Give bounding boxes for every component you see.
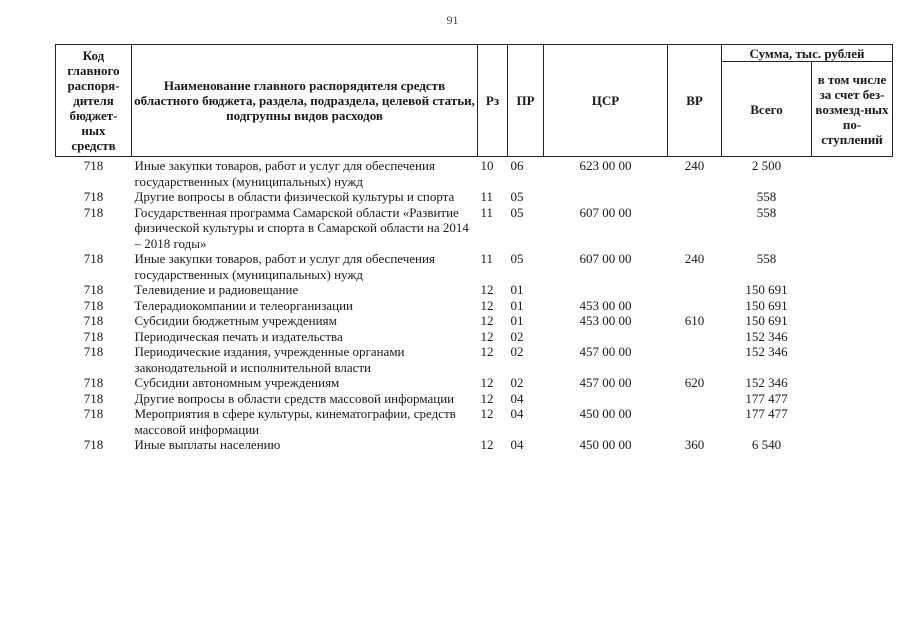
header-sum: Сумма, тыс. рублей: [722, 45, 893, 62]
table-body: [56, 157, 893, 453]
cell-free: [812, 251, 893, 282]
cell-pr: 05: [510, 251, 524, 266]
cell-total: 150 691: [745, 313, 788, 328]
header-total: Всего: [722, 62, 812, 157]
cell-code: 718: [83, 313, 104, 328]
page-number: 91: [446, 13, 459, 27]
cell-name: Государственная программа Самарской области «Развитие физической культуры и спорта в Самарской области на 2014 – 2018 годы»: [134, 204, 469, 251]
table-row: [56, 329, 893, 345]
table-row: [56, 282, 893, 298]
cell-free: [812, 329, 893, 345]
cell-name: Другие вопросы в области физической культуры и спорта: [134, 189, 455, 204]
cell-rz: 12: [480, 344, 494, 359]
table-row: [56, 298, 893, 314]
cell-vr: [668, 344, 722, 375]
cell-free: [812, 282, 893, 298]
table-row: [56, 157, 893, 190]
cell-code: 718: [83, 282, 104, 297]
cell-name: Телерадиокомпании и телеорганизации: [134, 297, 354, 313]
cell-pr: 04: [510, 390, 524, 406]
cell-csr: 453 00 00: [579, 297, 632, 313]
cell-total: 177 477: [745, 406, 788, 421]
cell-csr: 623 00 00: [579, 158, 632, 173]
table-row: [56, 344, 893, 375]
cell-vr: 610: [684, 313, 705, 328]
table-row: [56, 313, 893, 329]
cell-vr: [668, 205, 722, 252]
cell-vr: 240: [684, 158, 705, 173]
cell-pr: 01: [510, 313, 524, 328]
header-pr: ПР: [508, 45, 544, 157]
cell-total: 177 477: [745, 390, 788, 406]
cell-code: 718: [83, 158, 104, 173]
table-row: [56, 251, 893, 282]
cell-total: 6 540: [751, 437, 782, 452]
table-row: [56, 189, 893, 205]
cell-pr: 02: [510, 328, 524, 344]
cell-name: Иные закупки товаров, работ и услуг для обеспечения государственных (муниципальных) нужд: [134, 251, 435, 282]
cell-csr: 457 00 00: [579, 344, 632, 359]
cell-vr: 240: [684, 251, 705, 266]
cell-total: 558: [756, 204, 777, 220]
cell-code: 718: [83, 375, 104, 390]
cell-name: Иные выплаты населению: [134, 437, 281, 452]
cell-vr: [668, 189, 722, 205]
cell-code: 718: [83, 344, 104, 359]
cell-rz: 11: [480, 251, 494, 266]
cell-code: 718: [83, 406, 104, 421]
cell-name: Субсидии автономным учреждениям: [134, 375, 340, 390]
cell-csr: [544, 189, 668, 205]
cell-pr: 05: [510, 204, 524, 220]
cell-code: 718: [83, 189, 104, 204]
header-code: Код главного распоря-дителя бюджет-ных средств: [56, 45, 132, 157]
table-row: [56, 437, 893, 453]
cell-rz: 12: [480, 406, 494, 421]
cell-rz: 12: [480, 313, 494, 328]
cell-name: Телевидение и радиовещание: [134, 282, 299, 297]
cell-rz: 12: [480, 390, 494, 406]
cell-vr: [668, 329, 722, 345]
cell-rz: 11: [480, 204, 494, 220]
cell-rz: 12: [480, 328, 494, 344]
cell-pr: 04: [510, 406, 524, 421]
cell-pr: 02: [510, 375, 524, 390]
cell-pr: 04: [510, 437, 524, 452]
cell-total: 152 346: [745, 375, 788, 390]
cell-name: Периодическая печать и издательства: [134, 328, 343, 344]
cell-rz: 11: [480, 189, 494, 204]
cell-total: 2 500: [751, 158, 782, 173]
cell-pr: 01: [510, 282, 524, 297]
table-row: [56, 406, 893, 437]
cell-name: Субсидии бюджетным учреждениям: [134, 313, 337, 328]
cell-code: 718: [83, 204, 104, 220]
cell-name: Другие вопросы в области средств массовой информации: [134, 390, 455, 406]
cell-csr: [544, 282, 668, 298]
cell-csr: 450 00 00: [579, 437, 632, 452]
cell-rz: 12: [480, 375, 494, 390]
cell-name: Иные закупки товаров, работ и услуг для обеспечения государственных (муниципальных) нужд: [134, 158, 435, 189]
cell-vr: [668, 298, 722, 314]
cell-pr: 02: [510, 344, 524, 359]
cell-name: Мероприятия в сфере культуры, кинематографии, средств массовой информации: [134, 406, 456, 437]
cell-vr: [668, 391, 722, 407]
table-header: [56, 45, 893, 157]
table-row: [56, 391, 893, 407]
header-name: Наименование главного распорядителя средств областного бюджета, раздела, подраздела, целевой статьи, подгрупны видов расходов: [132, 45, 478, 157]
cell-total: 152 346: [745, 344, 788, 359]
cell-total: 150 691: [745, 297, 788, 313]
cell-rz: 12: [480, 297, 494, 313]
header-csr: ЦСР: [544, 45, 668, 157]
cell-csr: 453 00 00: [579, 313, 632, 328]
cell-csr: [544, 329, 668, 345]
cell-vr: [668, 282, 722, 298]
cell-free: [812, 157, 893, 190]
cell-vr: [668, 406, 722, 437]
cell-vr: 620: [684, 375, 705, 390]
cell-pr: 05: [510, 189, 524, 204]
cell-free: [812, 391, 893, 407]
cell-free: [812, 375, 893, 391]
cell-free: [812, 298, 893, 314]
cell-rz: 10: [480, 158, 494, 173]
cell-free: [812, 406, 893, 437]
cell-total: 558: [756, 251, 777, 266]
cell-csr: 457 00 00: [579, 375, 632, 390]
table-row: [56, 205, 893, 252]
cell-code: 718: [83, 297, 104, 313]
cell-code: 718: [83, 437, 104, 452]
budget-table: [55, 44, 893, 453]
cell-total: 558: [756, 189, 777, 204]
cell-rz: 12: [480, 437, 494, 452]
cell-vr: 360: [684, 437, 705, 452]
cell-free: [812, 189, 893, 205]
cell-csr: [544, 391, 668, 407]
cell-pr: 01: [510, 297, 524, 313]
cell-free: [812, 313, 893, 329]
cell-free: [812, 437, 893, 453]
cell-total: 150 691: [745, 282, 788, 297]
cell-csr: 607 00 00: [579, 204, 632, 220]
header-rz: Рз: [478, 45, 508, 157]
cell-name: Периодические издания, учрежденные органами законодательной и исполнительной власти: [134, 344, 405, 375]
cell-code: 718: [83, 251, 104, 266]
cell-total: 152 346: [745, 328, 788, 344]
cell-csr: 450 00 00: [579, 406, 632, 421]
cell-free: [812, 205, 893, 252]
table-row: [56, 375, 893, 391]
cell-code: 718: [83, 390, 104, 406]
cell-rz: 12: [480, 282, 494, 297]
cell-csr: 607 00 00: [579, 251, 632, 266]
cell-pr: 06: [510, 158, 524, 173]
header-vr: ВР: [668, 45, 722, 157]
cell-free: [812, 344, 893, 375]
cell-code: 718: [83, 328, 104, 344]
header-free: в том числе за счет без-возмезд-ных по-ступлений: [812, 62, 893, 157]
